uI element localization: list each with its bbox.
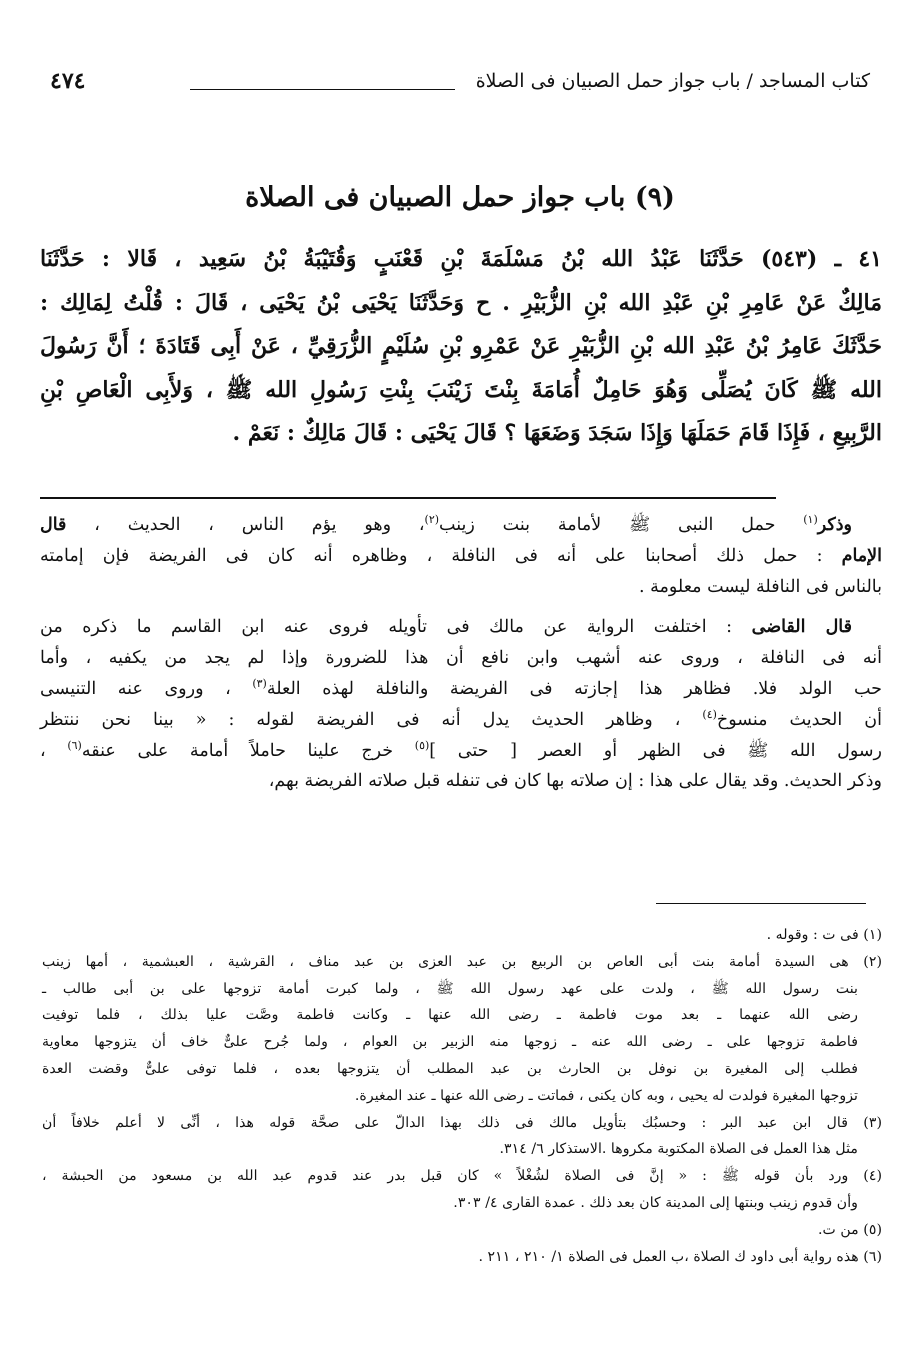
- running-header: [50, 66, 870, 106]
- bold-term: قال: [40, 515, 67, 535]
- footnote-ref[interactable]: (١): [803, 513, 818, 527]
- footnote-2-cont: فطلب إلى المغيرة بن نوفل بن الحارث بن عبد المطلب أن يتزوجها بعده ، فلما توفى علىٌّ وقضت العدة: [42, 1060, 858, 1077]
- footnote-ref[interactable]: (٤): [702, 707, 717, 721]
- bold-term: قال القاضى: [751, 617, 852, 638]
- running-header-rule: [190, 89, 455, 90]
- footnote-3-cont: مثل هذا العمل فى الصلاة المكتوبة مكروها .الاستذكار ٦/ ٣١٤.: [499, 1141, 858, 1158]
- footnote-ref[interactable]: (٢): [424, 513, 440, 527]
- commentary-line: [40, 510, 882, 541]
- hadith-line: الله ﷺ كَانَ يُصَلِّى وَهُوَ حَامِلٌ أُمَامَةَ بِنْتَ زَيْنَبَ بِنْتِ رَسُولِ الله ﷺ ، وَلأَبِى الْعَاصِ بْنِ: [40, 376, 882, 403]
- footnote-2-cont: رضى الله عنهما ـ بعد موت فاطمة ـ رضى الله عنها ـ وكانت فاطمة وصَّت عليا بذلك ، فلما توفيت: [42, 1007, 858, 1024]
- commentary-line: [40, 705, 882, 736]
- text-run: ، وهو يؤم الناس ، الحديث ،: [66, 515, 425, 535]
- section-divider: [40, 497, 776, 499]
- commentary-line: [40, 736, 882, 767]
- commentary-line: [40, 674, 882, 705]
- text-run: ،: [40, 740, 68, 761]
- bold-term: وذكر: [817, 515, 852, 535]
- footnote-2-cont: بنت رسول الله ﷺ ، ولدت على عهد رسول الله ﷺ ، ولما كبرت أمامة تزوجها على بن أبى طالب ـ: [42, 980, 858, 997]
- footnote-2-cont: تزوجها المغيرة فولدت له يحيى ، وبه كان يكنى ، فماتت ـ رضى الله عنها ـ عند المغيرة.: [354, 1087, 858, 1104]
- footnotes: [42, 922, 882, 1270]
- text-run: خرج علينا حاملاً أمامة على عنقه: [81, 740, 415, 761]
- footnote-ref[interactable]: (٥): [414, 738, 430, 752]
- hadith-line: الرَّبِيعِ ، فَإِذَا قَامَ حَمَلَهَا وَإِذَا سَجَدَ وَضَعَهَا ؟ قَالَ يَحْيَى : قَالَ مَالِكٌ : نَعَمْ .: [232, 420, 882, 447]
- footnote-6: (٦) هذه رواية أبى داود ك الصلاة ،ب العمل فى الصلاة ١/ ٢١٠ ، ٢١١ .: [478, 1248, 882, 1265]
- footnote-2-cont: فاطمة تزوجها على ـ رضى الله عنه ـ زوجها منه الزبير بن العوام ، ولما جُرح علىٌّ خاف أن يتزوجها معاوية: [42, 1034, 858, 1051]
- text-run: رسول الله ﷺ فى الظهر أو العصر [ حتى ]: [429, 740, 882, 761]
- text-run: حب الولد فلا. فظاهر هذا إجازته فى الفريضة والنافلة لهذه العلة: [266, 678, 882, 699]
- running-header-title: كتاب المساجد / باب جواز حمل الصبيان فى الصلاة: [475, 70, 870, 92]
- page-number: ٤٧٤: [50, 68, 86, 94]
- commentary: [40, 510, 882, 797]
- footnote-1: (١) فى ت : وقوله .: [766, 927, 882, 943]
- commentary-line: أنه فى النافلة ، وروى عنه أشهب وابن نافع أن هذا للضرورة وإذا لم يجد من يكفيه ، وأما: [40, 648, 882, 669]
- commentary-paragraph: [40, 510, 882, 602]
- text-run: ، وروى عنه التنيسى: [40, 678, 253, 699]
- footnote-ref[interactable]: (٣): [252, 677, 267, 691]
- commentary-line: وذكر الحديث. وقد يقال على هذا : إن صلاته بها كان فى تنفله قبل صلاته الفريضة بهم،: [268, 771, 882, 792]
- footnote-4-cont: وأن قدوم زينب وبنتها إلى المدينة كان بعد ذلك . عمدة القارى ٤/ ٣٠٣.: [453, 1194, 858, 1211]
- bold-term: الإمام: [841, 545, 882, 566]
- commentary-paragraph: [40, 612, 882, 797]
- hadith-line: حَدَّثَكَ عَامِرُ بْنُ عَبْدِ الله بْنِ الزُّبَيْرِ عَنْ عَمْرِو بْنِ سُلَيْمٍ الزُّرَقِيِّ ، عَنْ أَبِى قَتَادَةَ ؛ أَنَّ رَسُولَ: [40, 333, 882, 360]
- commentary-line: [40, 612, 882, 643]
- text-run: : حمل ذلك أصحابنا على أنه فى النافلة ، وظاهره أنه كان فى الفريضة فإن إمامته: [40, 545, 842, 566]
- commentary-line: بالناس فى النافلة ليست معلومة .: [638, 576, 882, 597]
- footnote-2: (٢) هى السيدة أمامة بنت أبى العاص بن الربيع بن عبد العزى بن عبد مناف ، القرشية ، العبشمية ، أمها زينب: [42, 953, 882, 970]
- hadith-line: مَالِكٌ عَنْ عَامِرِ بْنِ عَبْدِ الله بْنِ الزُّبَيْرِ . ح وَحَدَّثَنَا يَحْيَى بْنُ يَحْيَى ، قَالَ : قُلْتُ لِمَالِك :: [40, 289, 882, 316]
- text-run: ، وظاهر الحديث يدل أنه فى الفريضة لقوله : « بينا نحن ننتظر: [40, 709, 703, 730]
- chapter-heading: (٩) باب جواز حمل الصبيان فى الصلاة: [245, 182, 675, 213]
- text-run: حمل النبى ﷺ لأمامة بنت زينب: [439, 515, 804, 535]
- text-run: أن الحديث منسوخ: [716, 709, 882, 730]
- footnote-5: (٥) من ت.: [818, 1221, 882, 1238]
- hadith-line: ٤١ ـ (٥٤٣) حَدَّثَنَا عَبْدُ الله بْنُ مَسْلَمَةَ بْنِ قَعْنَبٍ وَقُتَيْبَةُ بْنُ سَعِيد ، قَالا : حَدَّثَنَا: [40, 246, 882, 272]
- hadith-text: [40, 238, 882, 456]
- commentary-line: [40, 541, 882, 572]
- footnote-ref[interactable]: (٦): [67, 738, 82, 752]
- footnote-divider: [656, 903, 866, 904]
- footnote-3: (٣) قال ابن عبد البر : وحسبُك بتأويل مالك فى ذلك بهذا الدالّ على صحَّة قوله هذا ، أنِّى لا أعلم خلافاً أن: [42, 1114, 882, 1131]
- text-run: : اختلفت الرواية عن مالك فى تأويله فروى عنه ابن القاسم ما ذكره من: [40, 617, 752, 638]
- footnote-4: (٤) ورد بأن قوله ﷺ : « إنَّ فى الصلاة لشُغْلاً » كان قبل بدر عند قدوم عبد الله بن مسعود من الحبشة ،: [42, 1168, 882, 1185]
